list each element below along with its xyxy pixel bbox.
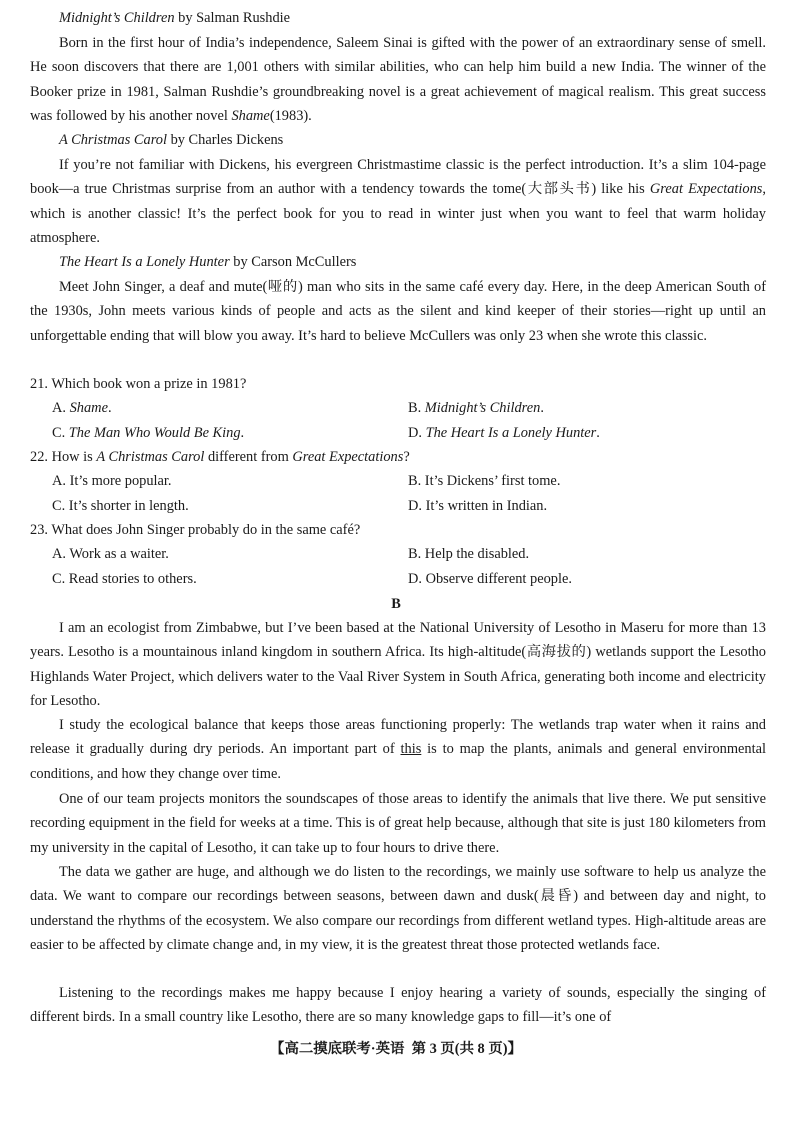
underlined-word: this [400,741,422,758]
question-stem: 22. How is A Christmas Carol different from Great Expectations? [30,449,410,465]
desc-text: , which is another classic! It’s the perfect book for you to read in winter just when you want to feel that warm holiday atmosphere. [30,181,767,247]
option-a: A. Work as a waiter. [52,546,169,562]
passage-paragraph: I am an ecologist from Zimbabwe, but I’ve been based at the National University of Lesotho in Maseru for more than 13 years. Lesotho is a mountainous inland kingdom in southern Africa. Its high-altitude(高海拔的) wetlands support the Lesotho Highlands Water Project, which delivers water to the Vaal River System in South Africa, generating both income and electricity for Lesotho. [30,620,766,710]
question-stem: 23. What does John Singer probably do in the same café? [30,522,361,538]
page-footer [0,1037,792,1061]
footer-page-number: 第 3 页(共 8 页)】 [411,1041,522,1057]
book-author: by Carson McCullers [229,254,357,270]
desc-text: Born in the first hour of India’s independence, Saleem Sinai is gifted with the power of an extraordinary sense of smell. He soon discovers that there are 1,001 others with similar abilities, who can help him build a new India. The winner of the Booker prize in 1981, Salman Rushdie’s groundbreaking novel is a great achievement of magical realism. This great success was followed by his another novel [30,35,766,125]
book-title-line [59,128,283,152]
passage-paragraph: Listening to the recordings makes me happy because I enjoy hearing a variety of sounds, especially the singing of different birds. In a small country like Lesotho, there are so many knowledge gaps to fill—it’s one of [30,985,766,1026]
book-title: A Christmas Carol [59,132,167,148]
option-c: C. The Man Who Would Be King. [52,425,245,441]
book-description [30,31,766,129]
question-stem: 21. Which book won a prize in 1981? [30,376,247,392]
passage-paragraph: The data we gather are huge, and although we do listen to the recordings, we mainly use software to help us analyze the data. We want to compare our recordings between seasons, between dawn and dusk(晨昏) and between day and night, to understand the rhythms of the ecosystem. We also compare our recordings from different wetland types. High-altitude areas are easier to be affected by climate change and, in my view, it is the greatest threat those protected wetlands face. [30,864,766,954]
option-b: B. It’s Dickens’ first tome. [408,473,561,489]
desc-text: Meet John Singer, a deaf and mute(哑的) man who sits in the same café every day. Here, in the deep American South of the 1930s, John meets various kinds of people and acts as the silent and kind keeper of their stories—right up until an unforgettable ending that will blow you away. It’s hard to believe McCullers was only 23 when she wrote this classic. [30,279,766,344]
desc-italic-title: Great Expectations [649,181,763,198]
book-title-line [59,6,290,30]
option-c: C. It’s shorter in length. [52,498,189,514]
footer-exam-name: 【高二摸底联考 [270,1041,371,1057]
book-author: by Charles Dickens [166,132,284,148]
book-title: Midnight’s Children [59,10,175,26]
option-d: D. It’s written in Indian. [408,498,548,514]
option-b: B. Help the disabled. [408,546,530,562]
passage-paragraph: I study the ecological balance that keeps those areas functioning properly: The wetlands trap water when it rains and release it gradually during dry periods. An important part of this is to map the plants, animals and general environmental conditions, and how they change over time. [30,717,766,782]
option-a: A. It’s more popular. [52,473,172,489]
book-title: The Heart Is a Lonely Hunter [59,254,230,270]
footer-dot: · [370,1041,376,1057]
desc-italic-title: Shame [231,108,270,125]
section-heading: B [391,596,401,612]
option-a: A. Shame. [52,400,112,416]
book-description [30,275,766,348]
option-d: D. Observe different people. [408,571,572,587]
footer-subject: 英语 [375,1041,405,1057]
option-d: D. The Heart Is a Lonely Hunter. [408,425,600,441]
passage-paragraph: One of our team projects monitors the soundscapes of those areas to identify the animals that live there. We put sensitive recording equipment in the field for weeks at a time. This is of great help because, although that site is just 180 kilometers from my university in the capital of Lesotho, it can take up to four hours to drive there. [30,791,766,856]
book-author: by Salman Rushdie [174,10,291,26]
book-title-line [59,250,356,274]
desc-text: If you’re not familiar with Dickens, his evergreen Christmastime classic is the perfect introduction. It’s a slim 104-page book—a true Christmas surprise from an author with a tendency towards the tome(大部头书) like his [30,157,766,198]
desc-text: (1983). [269,108,312,125]
option-b: B. Midnight’s Children. [408,400,544,416]
option-c: C. Read stories to others. [52,571,197,587]
book-description [30,153,766,251]
